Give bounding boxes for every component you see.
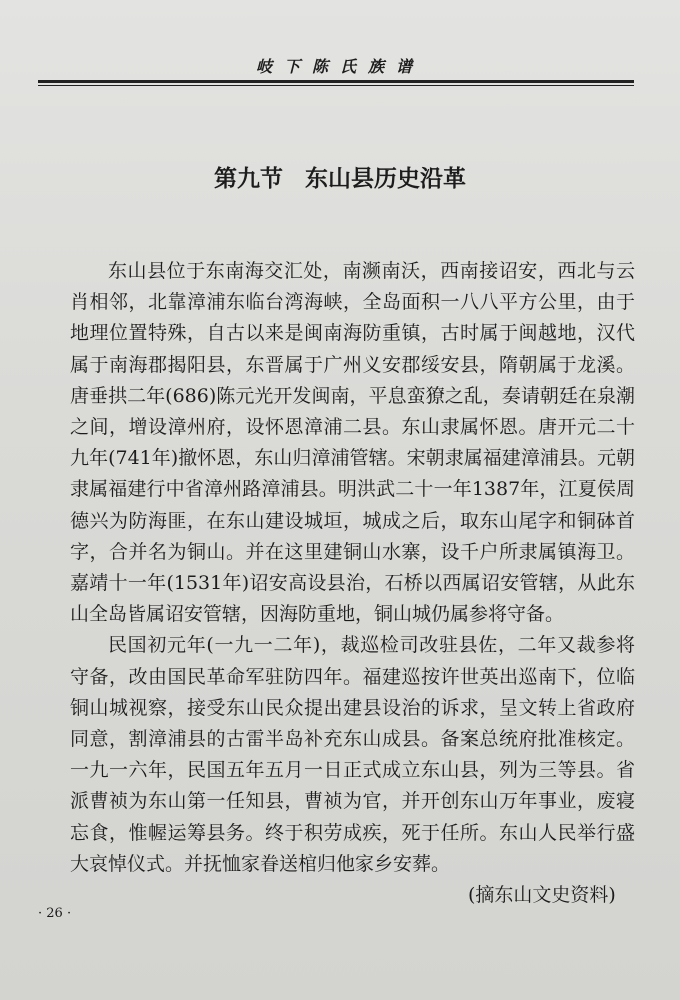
paragraph-history: 东山县位于东南海交汇处，南濒南沃，西南接诏安，西北与云肖相邻，北靠漳浦东临台湾海峡，全岛面积一八八平方公里，由于地理位置特殊，自古以来是闽南海防重镇，古时属于闽越地，汉代属于南海郡揭阳县，东晋属于广州义安郡绥安县，隋朝属于龙溪。唐垂拱二年(686)陈元光开发闽南，平息蛮獠之乱，奏请朝廷在泉潮之间，增设漳州府，设怀恩漳浦二县。东山隶属怀恩。唐开元二十九年(741年)撤怀恩，东山归漳浦管辖。宋朝隶属福建漳浦县。元朝隶属福建行中省漳州路漳浦县。明洪武二十一年1387年，江夏侯周德兴为防海匪，在东山建设城垣，城成之后，取东山尾字和铜砵首字，合并名为铜山。并在这里建铜山水寨，设千户所隶属镇海卫。嘉靖十一年(1531年)诏安高设县治，石桥以西属诏安管辖，从此东山全岛皆属诏安管辖，因海防重地，铜山城仍属参将守备。 <box>70 260 635 626</box>
paragraph-republic: 民国初元年(一九一二年)，裁巡检司改驻县佐，二年又裁参将守备，改由国民革命军驻防四年。福建巡按许世英出巡南下，位临铜山城视察，接受东山民众提出建县设治的诉求，呈文转上省政府同意，割漳浦县的古雷半岛补充东山成县。备案总统府批准核定。一九一六年，民国五年五月一日正式成立东山县，列为三等县。省派曹祯为东山第一任知县，曹祯为官，并开创东山万年事业，废寝忘食，惟幄运筹县务。终于积劳成疾，死于任所。东山人民举行盛大哀悼仪式。并抚恤家眷送棺归他家乡安葬。 <box>70 634 635 875</box>
source-note: (摘东山文史资料) <box>468 884 616 906</box>
page-number: · 26 · <box>38 906 72 921</box>
header-rule <box>38 80 634 86</box>
section-heading <box>0 160 680 193</box>
running-header: 岐下陈氏族谱 <box>255 57 424 76</box>
body-text <box>70 256 635 880</box>
section-title: 东山县历史沿革 <box>305 165 466 192</box>
section-number: 第九节 <box>214 165 283 192</box>
